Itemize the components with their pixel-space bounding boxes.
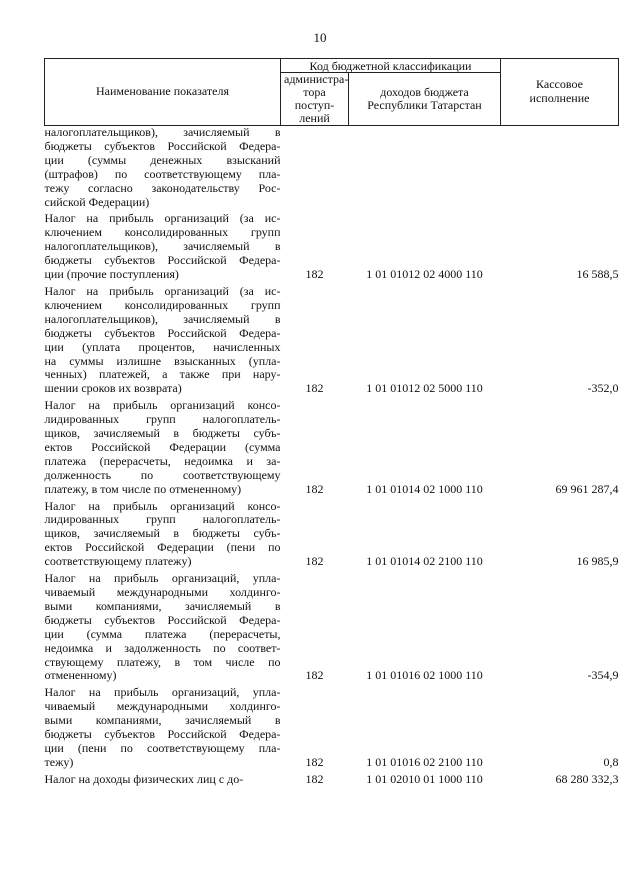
indicator-name-line: сийской Федерации) <box>44 194 150 209</box>
indicator-name-line: бюджеты субъектов Российской Федера- <box>44 138 281 153</box>
indicator-name-line: недоимка и задолженность по соответ- <box>44 640 281 655</box>
indicator-name-line: бюджеты субъектов Российской Федера- <box>44 253 281 268</box>
indicator-name-line: ектов Российской Федерации (сумма <box>44 439 281 454</box>
indicator-name-line: щиков, зачисляемый в бюджеты субъ- <box>44 526 281 541</box>
indicator-name-line: тежу) <box>44 754 74 769</box>
cash-execution-amount: 68 280 332,3 <box>555 771 619 786</box>
indicator-name <box>45 126 281 210</box>
cash-execution-amount <box>501 126 619 210</box>
indicator-name-line: ченных) платежей, а также при нару- <box>44 367 281 382</box>
administrator-code <box>281 126 349 210</box>
indicator-name <box>45 285 281 396</box>
indicator-name-line: ключением консолидированных групп <box>44 297 281 312</box>
indicator-name-line: долженность по соответствующему <box>44 467 281 482</box>
indicator-name-line: платежа (перерасчеты, недоимка и за- <box>44 453 281 468</box>
header-cash-execution: Кассовое исполнение <box>501 59 619 126</box>
indicator-name <box>45 399 281 496</box>
administrator-code: 182 <box>305 668 324 683</box>
revenue-classification-code: 1 01 01016 02 1000 110 <box>366 668 483 683</box>
table-row <box>45 500 619 570</box>
cash-execution-amount: 16 588,5 <box>576 267 619 282</box>
indicator-name-line: Налог на прибыль организаций (за ис- <box>44 211 281 226</box>
cash-execution-amount: 16 985,9 <box>576 554 619 569</box>
table-row <box>45 285 619 396</box>
indicator-name-line: бюджеты субъектов Российской Федера- <box>44 727 281 742</box>
indicator-name-line: Налог на прибыль организаций консо- <box>44 398 281 413</box>
indicator-name-line: бюджеты субъектов Российской Федера- <box>44 612 281 627</box>
cash-execution-amount: 0,8 <box>603 754 619 769</box>
table-row <box>45 212 619 282</box>
budget-table <box>44 58 619 787</box>
revenue-classification-code <box>349 126 501 210</box>
administrator-code: 182 <box>305 481 324 496</box>
revenue-classification-code: 1 01 01014 02 1000 110 <box>366 481 483 496</box>
table-row <box>45 686 619 769</box>
indicator-name-line: ции (прочие поступления) <box>44 267 179 282</box>
cash-execution-amount: -352,0 <box>587 381 619 396</box>
indicator-name-line: выми компаниями, зачисляемый в <box>44 713 281 728</box>
indicator-name-line: ствующему платежу, в том числе по <box>44 654 281 669</box>
indicator-name-line: налогоплательщиков), зачисляемый в <box>44 125 281 139</box>
administrator-code: 182 <box>305 754 324 769</box>
indicator-name-line: Налог на прибыль организаций, упла- <box>44 571 281 586</box>
administrator-code: 182 <box>305 381 324 396</box>
table-row <box>45 572 619 683</box>
indicator-name-line: ектов Российской Федерации (пени по <box>44 540 281 555</box>
indicator-name-line: Налог на доходы физических лиц с до- <box>44 771 244 786</box>
indicator-name-line: отмененному) <box>44 668 117 683</box>
indicator-name-line: лидированных групп налогоплатель- <box>44 412 281 427</box>
indicator-name-line: бюджеты субъектов Российской Федера- <box>44 325 281 340</box>
header-classification-code: Код бюджетной классификации <box>281 59 501 73</box>
indicator-name <box>45 500 281 570</box>
indicator-name-line: щиков, зачисляемый в бюджеты субъ- <box>44 426 281 441</box>
administrator-code: 182 <box>305 771 324 786</box>
indicator-name-line: тежу согласно законодательству Рос- <box>44 180 281 195</box>
administrator-code: 182 <box>305 267 324 282</box>
header-revenue-code: доходов бюджета Республики Татарстан <box>349 73 501 126</box>
indicator-name-line: ции (уплата процентов, начисленных <box>44 339 281 354</box>
indicator-name-line: ции (суммы денежных взысканий <box>44 152 281 167</box>
revenue-classification-code: 1 01 01014 02 2100 110 <box>366 554 483 569</box>
indicator-name-line: Налог на прибыль организаций консо- <box>44 498 281 513</box>
cash-execution-amount: -354,9 <box>587 668 619 683</box>
indicator-name-line: лидированных групп налогоплатель- <box>44 512 281 527</box>
administrator-code: 182 <box>305 554 324 569</box>
indicator-name-line: на суммы излишне взысканных (упла- <box>44 353 281 368</box>
page-number: 10 <box>313 30 327 45</box>
table-row <box>45 773 619 787</box>
indicator-name-line: шении сроков их возврата) <box>44 381 182 396</box>
table-row <box>45 399 619 496</box>
revenue-classification-code: 1 01 01012 02 5000 110 <box>366 381 483 396</box>
table-row <box>45 126 619 210</box>
indicator-name-line: ключением консолидированных групп <box>44 225 281 240</box>
indicator-name <box>45 686 281 769</box>
indicator-name-line: ции (сумма платежа (перерасчеты, <box>44 626 281 641</box>
header-indicator-name: Наименование показателя <box>45 59 281 126</box>
header-administrator: администра- тора поступ- лений <box>281 73 349 126</box>
indicator-name-line: налогоплательщиков), зачисляемый в <box>44 311 281 326</box>
indicator-name-line: Налог на прибыль организаций, упла- <box>44 685 281 700</box>
indicator-name-line: Налог на прибыль организаций (за ис- <box>44 283 281 298</box>
revenue-classification-code: 1 01 01012 02 4000 110 <box>366 267 483 282</box>
indicator-name-line: платежу, в том числе по отмененному) <box>44 481 242 496</box>
indicator-name-line: (штрафов) по соответствующему пла- <box>44 166 281 181</box>
revenue-classification-code: 1 01 02010 01 1000 110 <box>366 771 483 786</box>
indicator-name-line: налогоплательщиков), зачисляемый в <box>44 239 281 254</box>
indicator-name <box>45 572 281 683</box>
revenue-classification-code: 1 01 01016 02 2100 110 <box>366 754 483 769</box>
indicator-name-line: соответствующему платежу) <box>44 554 192 569</box>
table-body <box>45 126 619 787</box>
indicator-name <box>45 212 281 282</box>
indicator-name-line: чиваемый международными холдинго- <box>44 585 281 599</box>
indicator-name-line: ции (пени по соответствующему пла- <box>44 740 281 755</box>
cash-execution-amount: 69 961 287,4 <box>555 481 619 496</box>
indicator-name-line: чиваемый международными холдинго- <box>44 699 281 714</box>
indicator-name-line: выми компаниями, зачисляемый в <box>44 598 281 613</box>
indicator-name <box>45 773 281 787</box>
